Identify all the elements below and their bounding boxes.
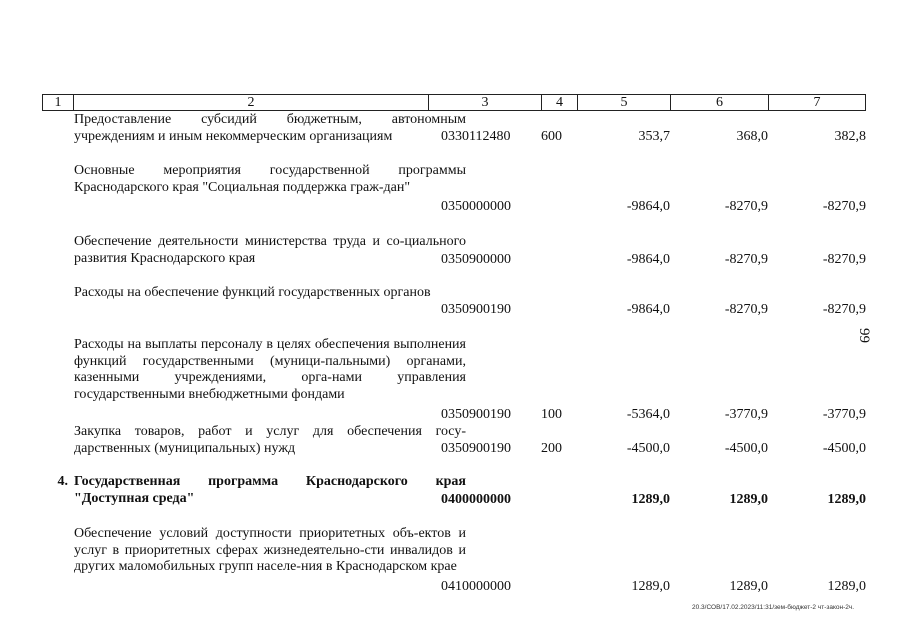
row-value-5: -9864,0 [626, 198, 670, 214]
row-expense-type: 200 [541, 440, 562, 456]
row-description: Расходы на обеспечение функций государственных органов [74, 285, 431, 300]
row-value-6: -8270,9 [724, 251, 768, 267]
table-row [42, 474, 866, 508]
row-code: 0350900190 [441, 406, 511, 422]
table-row [42, 163, 866, 215]
row-value-6: -3770,9 [724, 406, 768, 422]
row-description: Государственная программа Краснодарского края "Доступная среда" [74, 474, 466, 506]
table-row [42, 526, 866, 595]
row-value-7: -8270,9 [822, 251, 866, 267]
row-code: 0350900000 [441, 251, 511, 267]
row-value-5: 1289,0 [631, 491, 670, 507]
row-description: Основные мероприятия государственной программы Краснодарского края "Социальная поддержка граж-дан" [74, 163, 466, 195]
row-value-5: -4500,0 [626, 440, 670, 456]
row-code: 0400000000 [441, 491, 511, 507]
row-value-6: -4500,0 [724, 440, 768, 456]
table-row [42, 112, 866, 145]
header-col-5: 5 [578, 95, 671, 110]
header-col-2: 2 [74, 95, 429, 110]
table-row [42, 234, 866, 268]
row-code: 0330112480 [441, 128, 511, 144]
row-value-7: 382,8 [834, 128, 866, 144]
row-value-5: -5364,0 [626, 406, 670, 422]
table-header [42, 94, 866, 111]
table-row [42, 285, 866, 318]
footer-stamp: 20.3/СОВ/17.02.2023/11:31/зем-бюджет-2 чт-закон-2ч. [692, 604, 855, 611]
row-value-7: -3770,9 [822, 406, 866, 422]
row-code: 0350000000 [441, 198, 511, 214]
table-row [42, 424, 866, 457]
row-description: Обеспечение деятельности министерства труда и со-циального развития Краснодарского края [74, 234, 466, 266]
row-expense-type: 600 [541, 128, 562, 144]
row-description: Предоставление субсидий бюджетным, автономным учреждениям и иным некоммерческим организациям [74, 112, 466, 144]
row-description: Расходы на выплаты персоналу в целях обеспечения выполнения функций государственными (муници-пальными) органами, казенными учреждениями, орга-нами управления государственными внебюджетными фондами [74, 337, 466, 402]
row-value-7: 1289,0 [827, 491, 866, 507]
header-col-7: 7 [813, 95, 821, 110]
header-col-3: 3 [429, 95, 542, 110]
page-number: 99 [856, 328, 872, 343]
row-code: 0350900190 [441, 301, 511, 317]
row-value-5: 1289,0 [631, 578, 670, 594]
header-col-1: 1 [43, 95, 74, 110]
row-description: Закупка товаров, работ и услуг для обеспечения госу-дарственных (муниципальных) нужд [74, 424, 466, 456]
row-expense-type: 100 [541, 406, 562, 422]
row-number: 4. [57, 474, 68, 489]
row-value-6: 368,0 [736, 128, 768, 144]
row-value-7: -4500,0 [822, 440, 866, 456]
row-value-7: -8270,9 [822, 198, 866, 214]
header-col-6: 6 [671, 95, 769, 110]
table-row [42, 337, 866, 423]
header-col-4: 4 [542, 95, 578, 110]
row-code: 0410000000 [441, 578, 511, 594]
row-value-5: -9864,0 [626, 251, 670, 267]
row-value-6: 1289,0 [729, 578, 768, 594]
row-description: Обеспечение условий доступности приоритетных объ-ектов и услуг в приоритетных сферах жизнедеятельно-сти инвалидов и других маломобильных групп населе-ния в Краснодарском крае [74, 526, 466, 574]
row-code: 0350900190 [441, 440, 511, 456]
row-value-7: -8270,9 [822, 301, 866, 317]
row-value-6: -8270,9 [724, 198, 768, 214]
row-value-6: 1289,0 [729, 491, 768, 507]
row-value-5: -9864,0 [626, 301, 670, 317]
row-value-5: 353,7 [638, 128, 670, 144]
row-value-6: -8270,9 [724, 301, 768, 317]
row-value-7: 1289,0 [827, 578, 866, 594]
